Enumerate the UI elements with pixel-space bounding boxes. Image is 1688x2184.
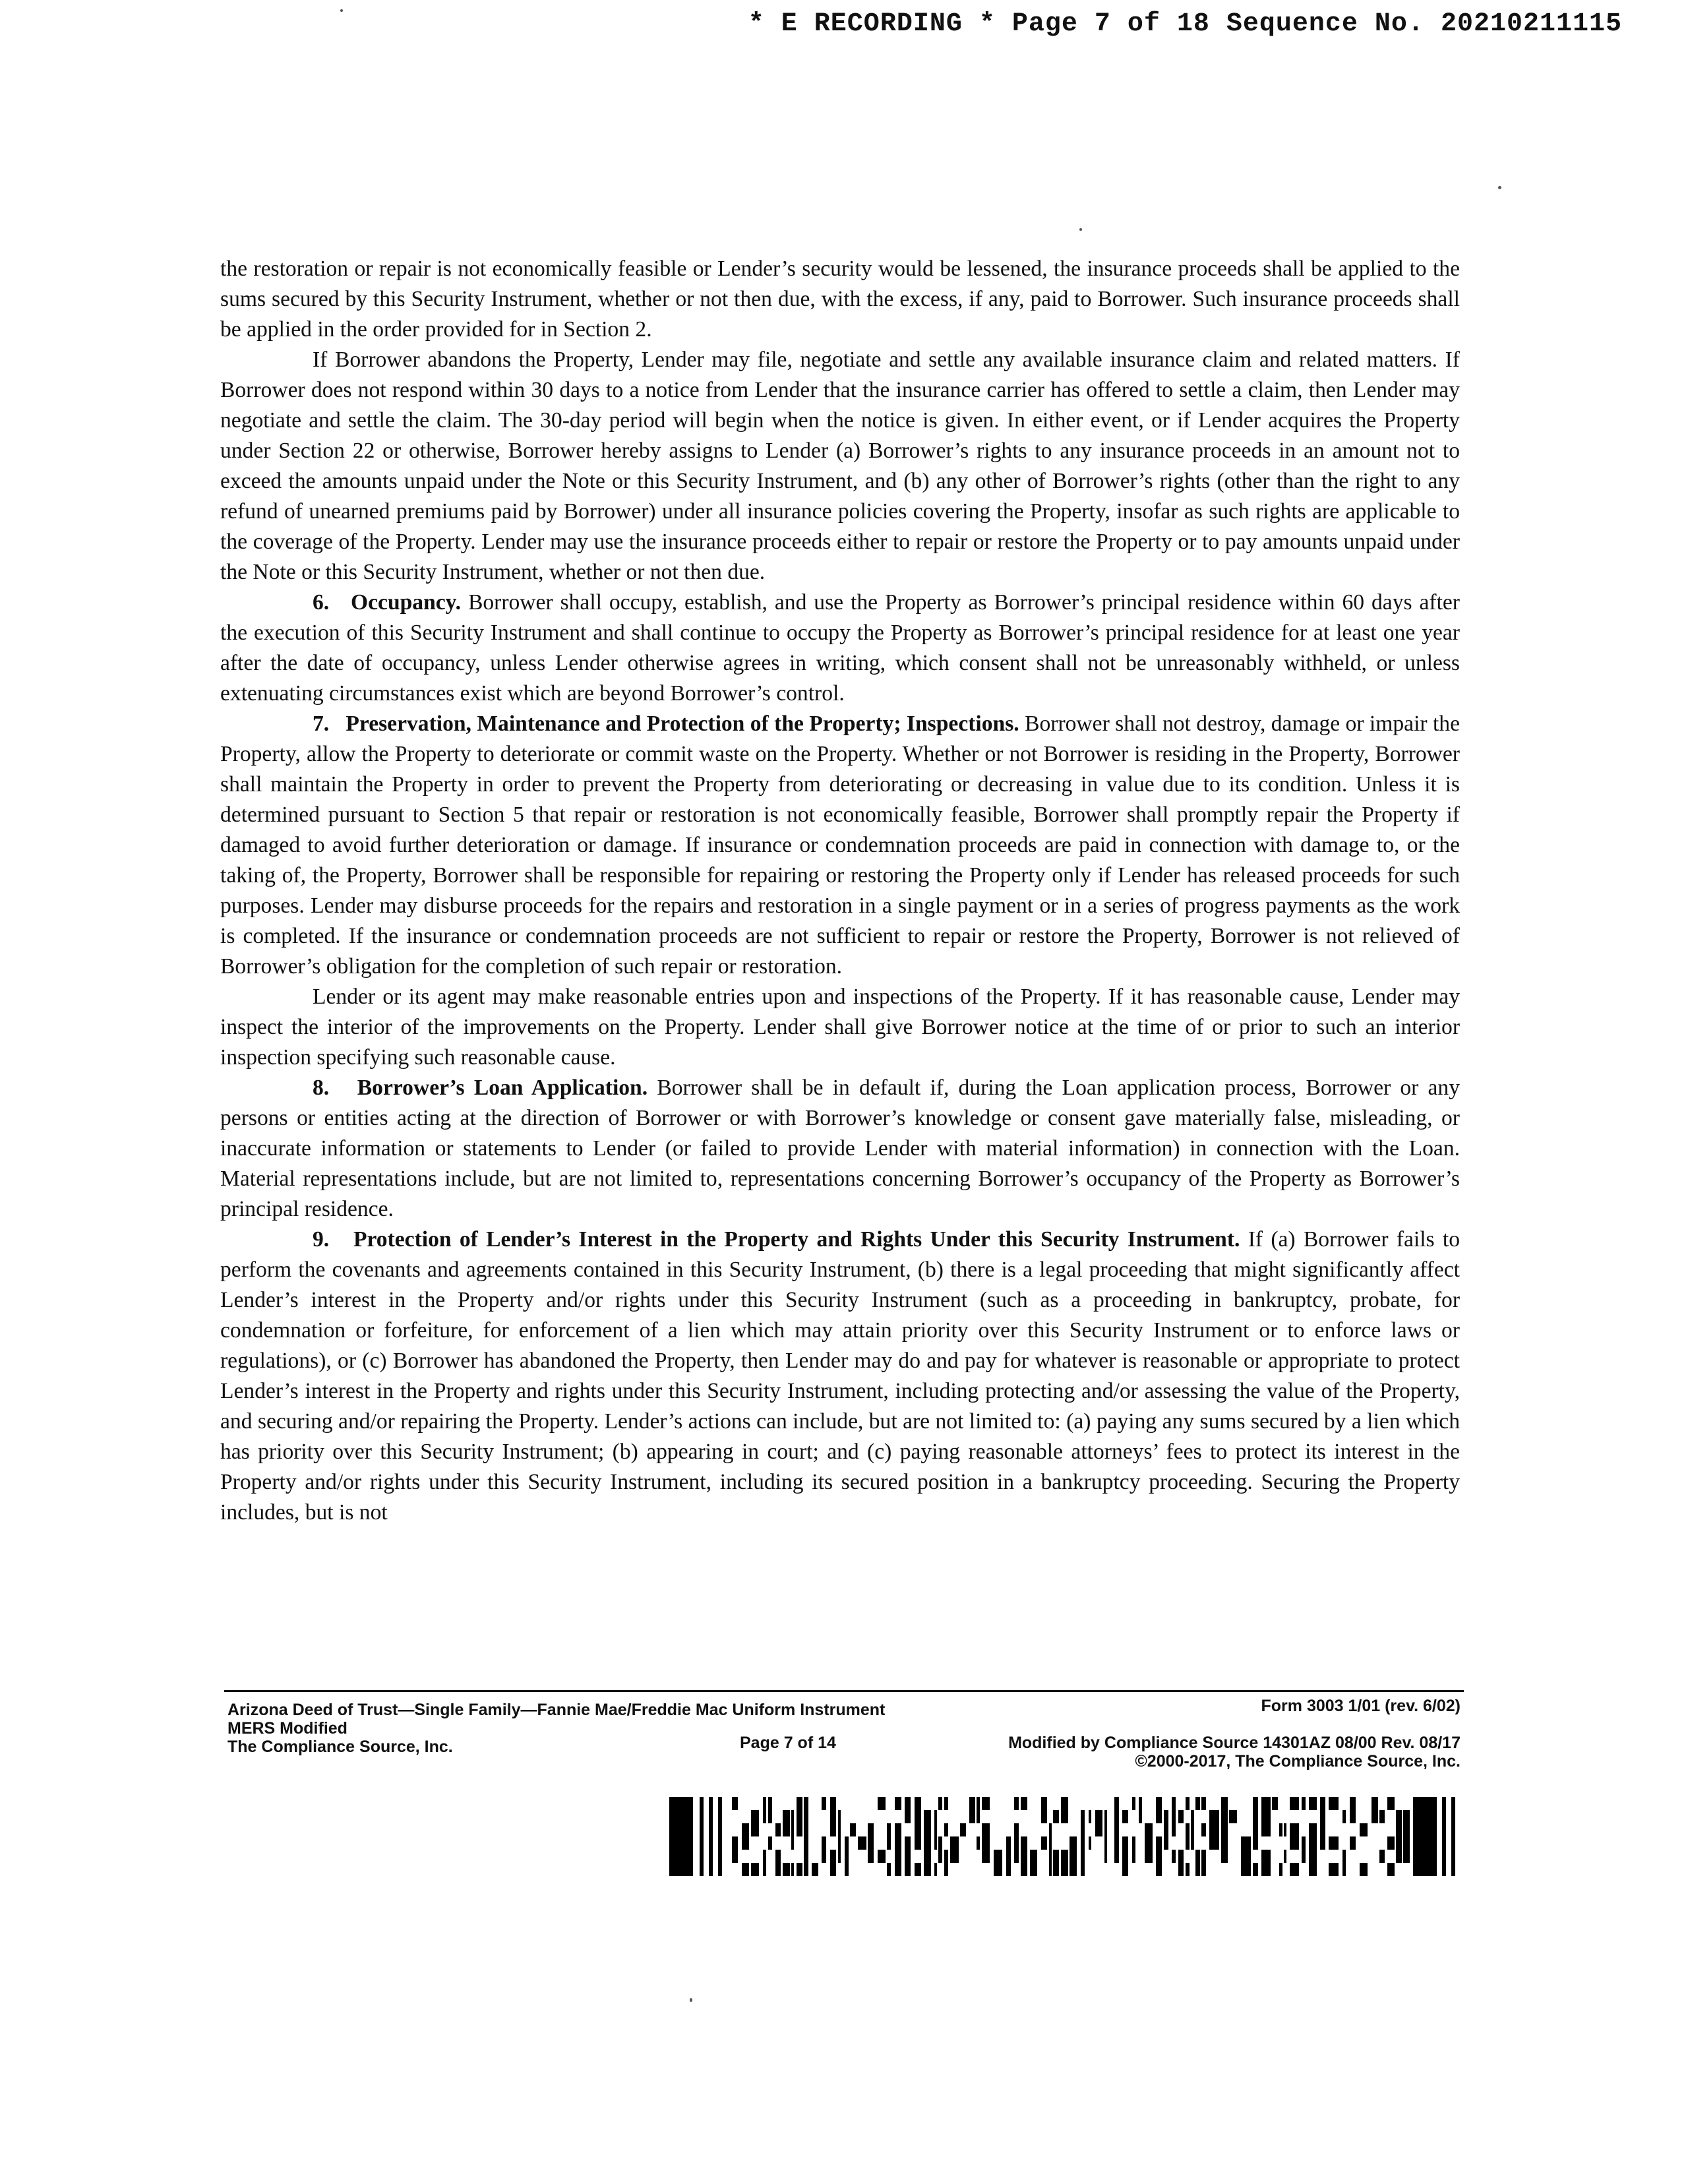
paragraph-text: If (a) Borrower fails to perform the covenants and agreements contained in this Security Instrument, (b) there is a legal proceeding that might significantly affect Lender’s interest in the Property and/or rights under this Security Instrument (such as a proceeding in bankruptcy, probate, for condemnation or forfeiture, for enforcement of a lien which may attain priority over this Security Instrument or to enforce laws or regulations), or (c) Borrower has abandoned the Property, then Lender may do and pay for whatever is reasonable or appropriate to protect Lender’s interest in the Property and rights under this Security Instrument, including protecting and/or assessing the value of the Property, and securing and/or repairing the Property. Lender’s actions can include, but are not limited to: (a) paying any sums secured by a lien which has priority over this Security Instrument; (b) appearing in court; and (c) paying reasonable attorneys’ fees to protect its interest in the Property and/or rights under this Security Instrument, including its secured position in a bankruptcy proceeding. Securing the Property includes, but is not (220, 1227, 1461, 1525)
footer-divider (224, 1690, 1464, 1692)
section-number: 7. (313, 712, 330, 736)
company-name: The Compliance Source, Inc. (227, 1738, 453, 1756)
section-9-protection (220, 1225, 1460, 1528)
section-title: Protection of Lender’s Interest in the Property and Rights Under this Security Instrument. (353, 1227, 1240, 1252)
section-title: Occupancy. (351, 590, 461, 615)
form-title: Arizona Deed of Trust—Single Family—Fannie Mae/Freddie Mac Uniform Instrument (227, 1701, 886, 1719)
copyright: ©2000-2017, The Compliance Source, Inc. (1135, 1752, 1461, 1771)
scan-speck (1079, 228, 1082, 231)
mers-label: MERS Modified (227, 1719, 347, 1738)
section-title: Preservation, Maintenance and Protection of the Property; Inspections. (346, 712, 1019, 736)
paragraph-text: the restoration or repair is not economically feasible or Lender’s security would be lessened, the insurance proceeds shall be applied to the sums secured by this Security Instrument, whether or not then due, with the excess, if any, paid to Borrower. Such insurance proceeds shall be applied in the order provided for in Section 2. (220, 257, 1460, 342)
paragraph-text: Borrower shall occupy, establish, and use the Property as Borrower’s principal residence within 60 days after the execution of this Security Instrument and shall continue to occupy the Property as Borrower’s principal residence for at least one year after the date of occupancy, unless Lender otherwise agrees in writing, which consent shall not be unreasonably withheld, or unless extenuating circumstances exist which are beyond Borrower’s control. (220, 590, 1460, 706)
page-number: Page 7 of 14 (740, 1734, 836, 1752)
scan-speck (1498, 186, 1501, 189)
document-body (220, 254, 1460, 1528)
page-footer (227, 1697, 1461, 1805)
paragraph-text: Borrower shall not destroy, damage or impair the Property, allow the Property to deteriorate or commit waste on the Property. Whether or not Borrower is residing in the Property, Borrower shall maintain the Property in order to prevent the Property from deteriorating or decreasing in value due to its condition. Unless it is determined pursuant to Section 5 that repair or restoration is not economically feasible, Borrower shall promptly repair the Property if damaged to avoid further deterioration or damage. If insurance or condemnation proceeds are paid in connection with damage to, or the taking of, the Property, Borrower shall be responsible for repairing or restoring the Property only if Lender has released proceeds for such purposes. Lender may disburse proceeds for the repairs and restoration in a single payment or in a series of progress payments as the work is completed. If the insurance or condemnation proceeds are not sufficient to repair or restore the Property, Borrower is not relieved of Borrower’s obligation for the completion of such repair or restoration. (220, 712, 1461, 979)
section-8-loan-application (220, 1073, 1460, 1225)
section-number: 8. (313, 1076, 330, 1100)
scan-speck (690, 1998, 692, 2002)
paragraph-continuation (220, 254, 1460, 345)
recording-stamp: * E RECORDING * Page 7 of 18 Sequence No. 20210211115 (748, 9, 1622, 39)
paragraph-text: If Borrower abandons the Property, Lender may file, negotiate and settle any available insurance claim and related matters. If Borrower does not respond within 30 days to a notice from Lender that the insurance carrier has offered to settle a claim, then Lender may negotiate and settle the claim. The 30-day period will begin when the notice is given. In either event, or if Lender acquires the Property under Section 22 or otherwise, Borrower hereby assigns to Lender (a) Borrower’s rights to any insurance proceeds in an amount not to exceed the amounts unpaid under the Note or this Security Instrument, and (b) any other of Borrower’s rights (other than the right to any refund of unearned premiums paid by Borrower) under all insurance policies covering the Property, insofar as such rights are applicable to the coverage of the Property. Lender may use the insurance proceeds either to repair or restore the Property or to pay amounts unpaid under the Note or this Security Instrument, whether or not then due. (220, 348, 1460, 584)
scan-speck (340, 9, 343, 12)
paragraph-text: Lender or its agent may make reasonable entries upon and inspections of the Property. If it has reasonable cause, Lender may inspect the interior of the improvements on the Property. Lender shall give Borrower notice at the time of or prior to such an interior inspection specifying such reasonable cause. (220, 985, 1460, 1070)
modified-by: Modified by Compliance Source 14301AZ 08/00 Rev. 08/17 (1008, 1734, 1461, 1752)
section-7-preservation (220, 709, 1460, 982)
section-6-occupancy (220, 588, 1460, 709)
paragraph-abandonment (220, 345, 1460, 588)
section-number: 9. (313, 1227, 330, 1252)
paragraph-text: Borrower shall be in default if, during the Loan application process, Borrower or any persons or entities acting at the direction of Borrower or with Borrower’s knowledge or consent gave materially false, misleading, or inaccurate information or statements to Lender (or failed to provide Lender with material information) in connection with the Loan. Material representations include, but are not limited to, representations concerning Borrower’s occupancy of the Property as Borrower’s principal residence. (220, 1076, 1461, 1221)
form-number: Form 3003 1/01 (rev. 6/02) (1261, 1697, 1461, 1715)
section-title: Borrower’s Loan Application. (357, 1076, 648, 1100)
paragraph-inspections (220, 982, 1460, 1073)
section-number: 6. (313, 590, 330, 615)
barcode-image (669, 1797, 1461, 1876)
